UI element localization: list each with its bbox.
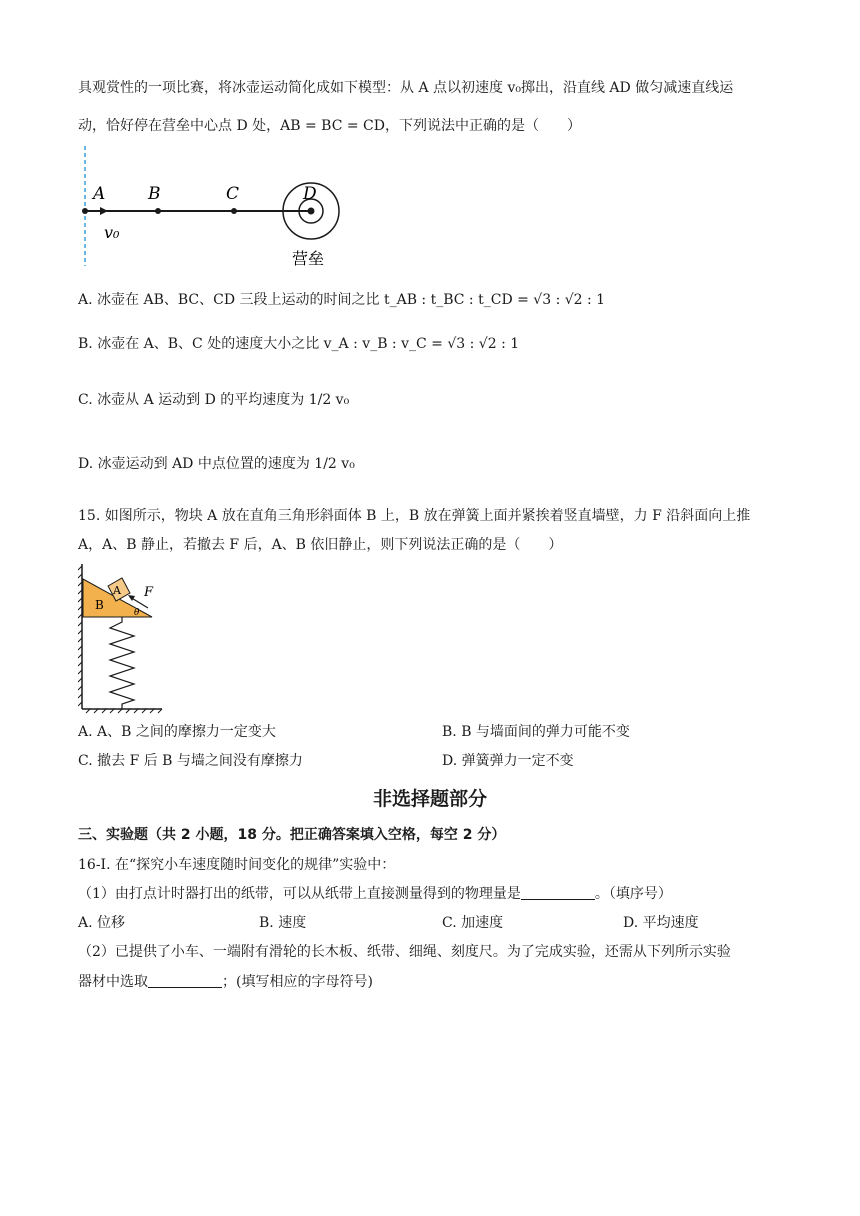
- block-a-label: A: [113, 584, 121, 597]
- q14-option-a: A. 冰壶在 AB、BC、CD 三段上运动的时间之比 t_AB : t_BC : t_CD = √3 : √2 : 1: [78, 292, 606, 308]
- wedge-b-label: B: [95, 598, 104, 612]
- q16-part1-suffix: 。（填序号）: [594, 886, 672, 902]
- q15-stem-line2: A，A、B 静止，若撤去 F 后，A、B 依旧静止，则下列说法正确的是（ ）: [78, 537, 563, 553]
- q15-option-a: A. A、B 之间的摩擦力一定变大: [78, 724, 276, 740]
- q16-part1-blank[interactable]: [521, 885, 595, 900]
- angle-label: θ: [134, 608, 140, 618]
- label-c: C: [226, 184, 240, 204]
- q16-intro: 16-Ⅰ. 在“探究小车速度随时间变化的规律”实验中：: [78, 857, 396, 873]
- q14-stem-line2: 动，恰好停在营垒中心点 D 处，AB = BC = CD，下列说法中正确的是（ ）: [78, 118, 581, 134]
- q15-option-b: B. B 与墙面间的弹力可能不变: [442, 724, 630, 740]
- q16-option-c: C. 加速度: [442, 915, 504, 931]
- q16-part2-line1: （2）已提供了小车、一端附有滑轮的长木板、纸带、细绳、刻度尺。为了完成实验，还需从下列所示实验: [78, 944, 731, 960]
- q16-part2-line2: [78, 972, 373, 992]
- q16-part2-suffix: ；(填写相应的字母符号): [222, 974, 373, 990]
- q14-option-c: C. 冰壶从 A 运动到 D 的平均速度为 1/2 v₀: [78, 392, 350, 408]
- q15-option-c: C. 撤去 F 后 B 与墙之间没有摩擦力: [78, 753, 303, 769]
- point-c: [231, 208, 237, 214]
- force-label: F: [144, 585, 154, 600]
- curling-diagram: [78, 142, 378, 270]
- q15-option-d: D. 弹簧弹力一定不变: [442, 753, 574, 769]
- q16-option-b: B. 速度: [259, 915, 307, 931]
- label-b: B: [148, 184, 161, 204]
- section-title: 非选择题部分: [372, 788, 487, 810]
- q15-stem-line1: 15. 如图所示，物块 A 放在直角三角形斜面体 B 上，B 放在弹簧上面并紧挨着竖直墙壁，力 F 沿斜面向上推: [78, 508, 751, 524]
- q16-part2-blank[interactable]: [148, 973, 222, 988]
- label-v0: v₀: [104, 223, 120, 242]
- incline-spring-diagram: [78, 562, 168, 714]
- q16-part1-text: （1）由打点计时器打出的纸带，可以从纸带上直接测量得到的物理量是: [78, 886, 521, 902]
- q16-part2-text: 器材中选取: [78, 974, 148, 990]
- q16-option-d: D. 平均速度: [623, 915, 699, 931]
- section-heading: 三、实验题（共 2 小题，18 分。把正确答案填入空格，每空 2 分）: [78, 827, 506, 843]
- label-d: D: [303, 184, 317, 204]
- q16-part1: [78, 884, 672, 904]
- spring: [110, 617, 134, 709]
- q16-option-a: A. 位移: [78, 915, 126, 931]
- point-d: [308, 208, 315, 215]
- q14-option-d: D. 冰壶运动到 AD 中点位置的速度为 1/2 v₀: [78, 456, 355, 472]
- label-camp: 营垒: [292, 249, 325, 268]
- q14-stem-line1: 具观赏性的一项比赛，将冰壶运动简化成如下模型：从 A 点以初速度 v₀掷出，沿直线 AD 做匀减速直线运: [78, 80, 734, 96]
- point-a: [82, 208, 88, 214]
- label-a: A: [93, 184, 106, 204]
- point-b: [155, 208, 161, 214]
- q14-option-b: B. 冰壶在 A、B、C 处的速度大小之比 v_A : v_B : v_C = √3 : √2 : 1: [78, 336, 520, 352]
- velocity-arrow: [100, 207, 108, 215]
